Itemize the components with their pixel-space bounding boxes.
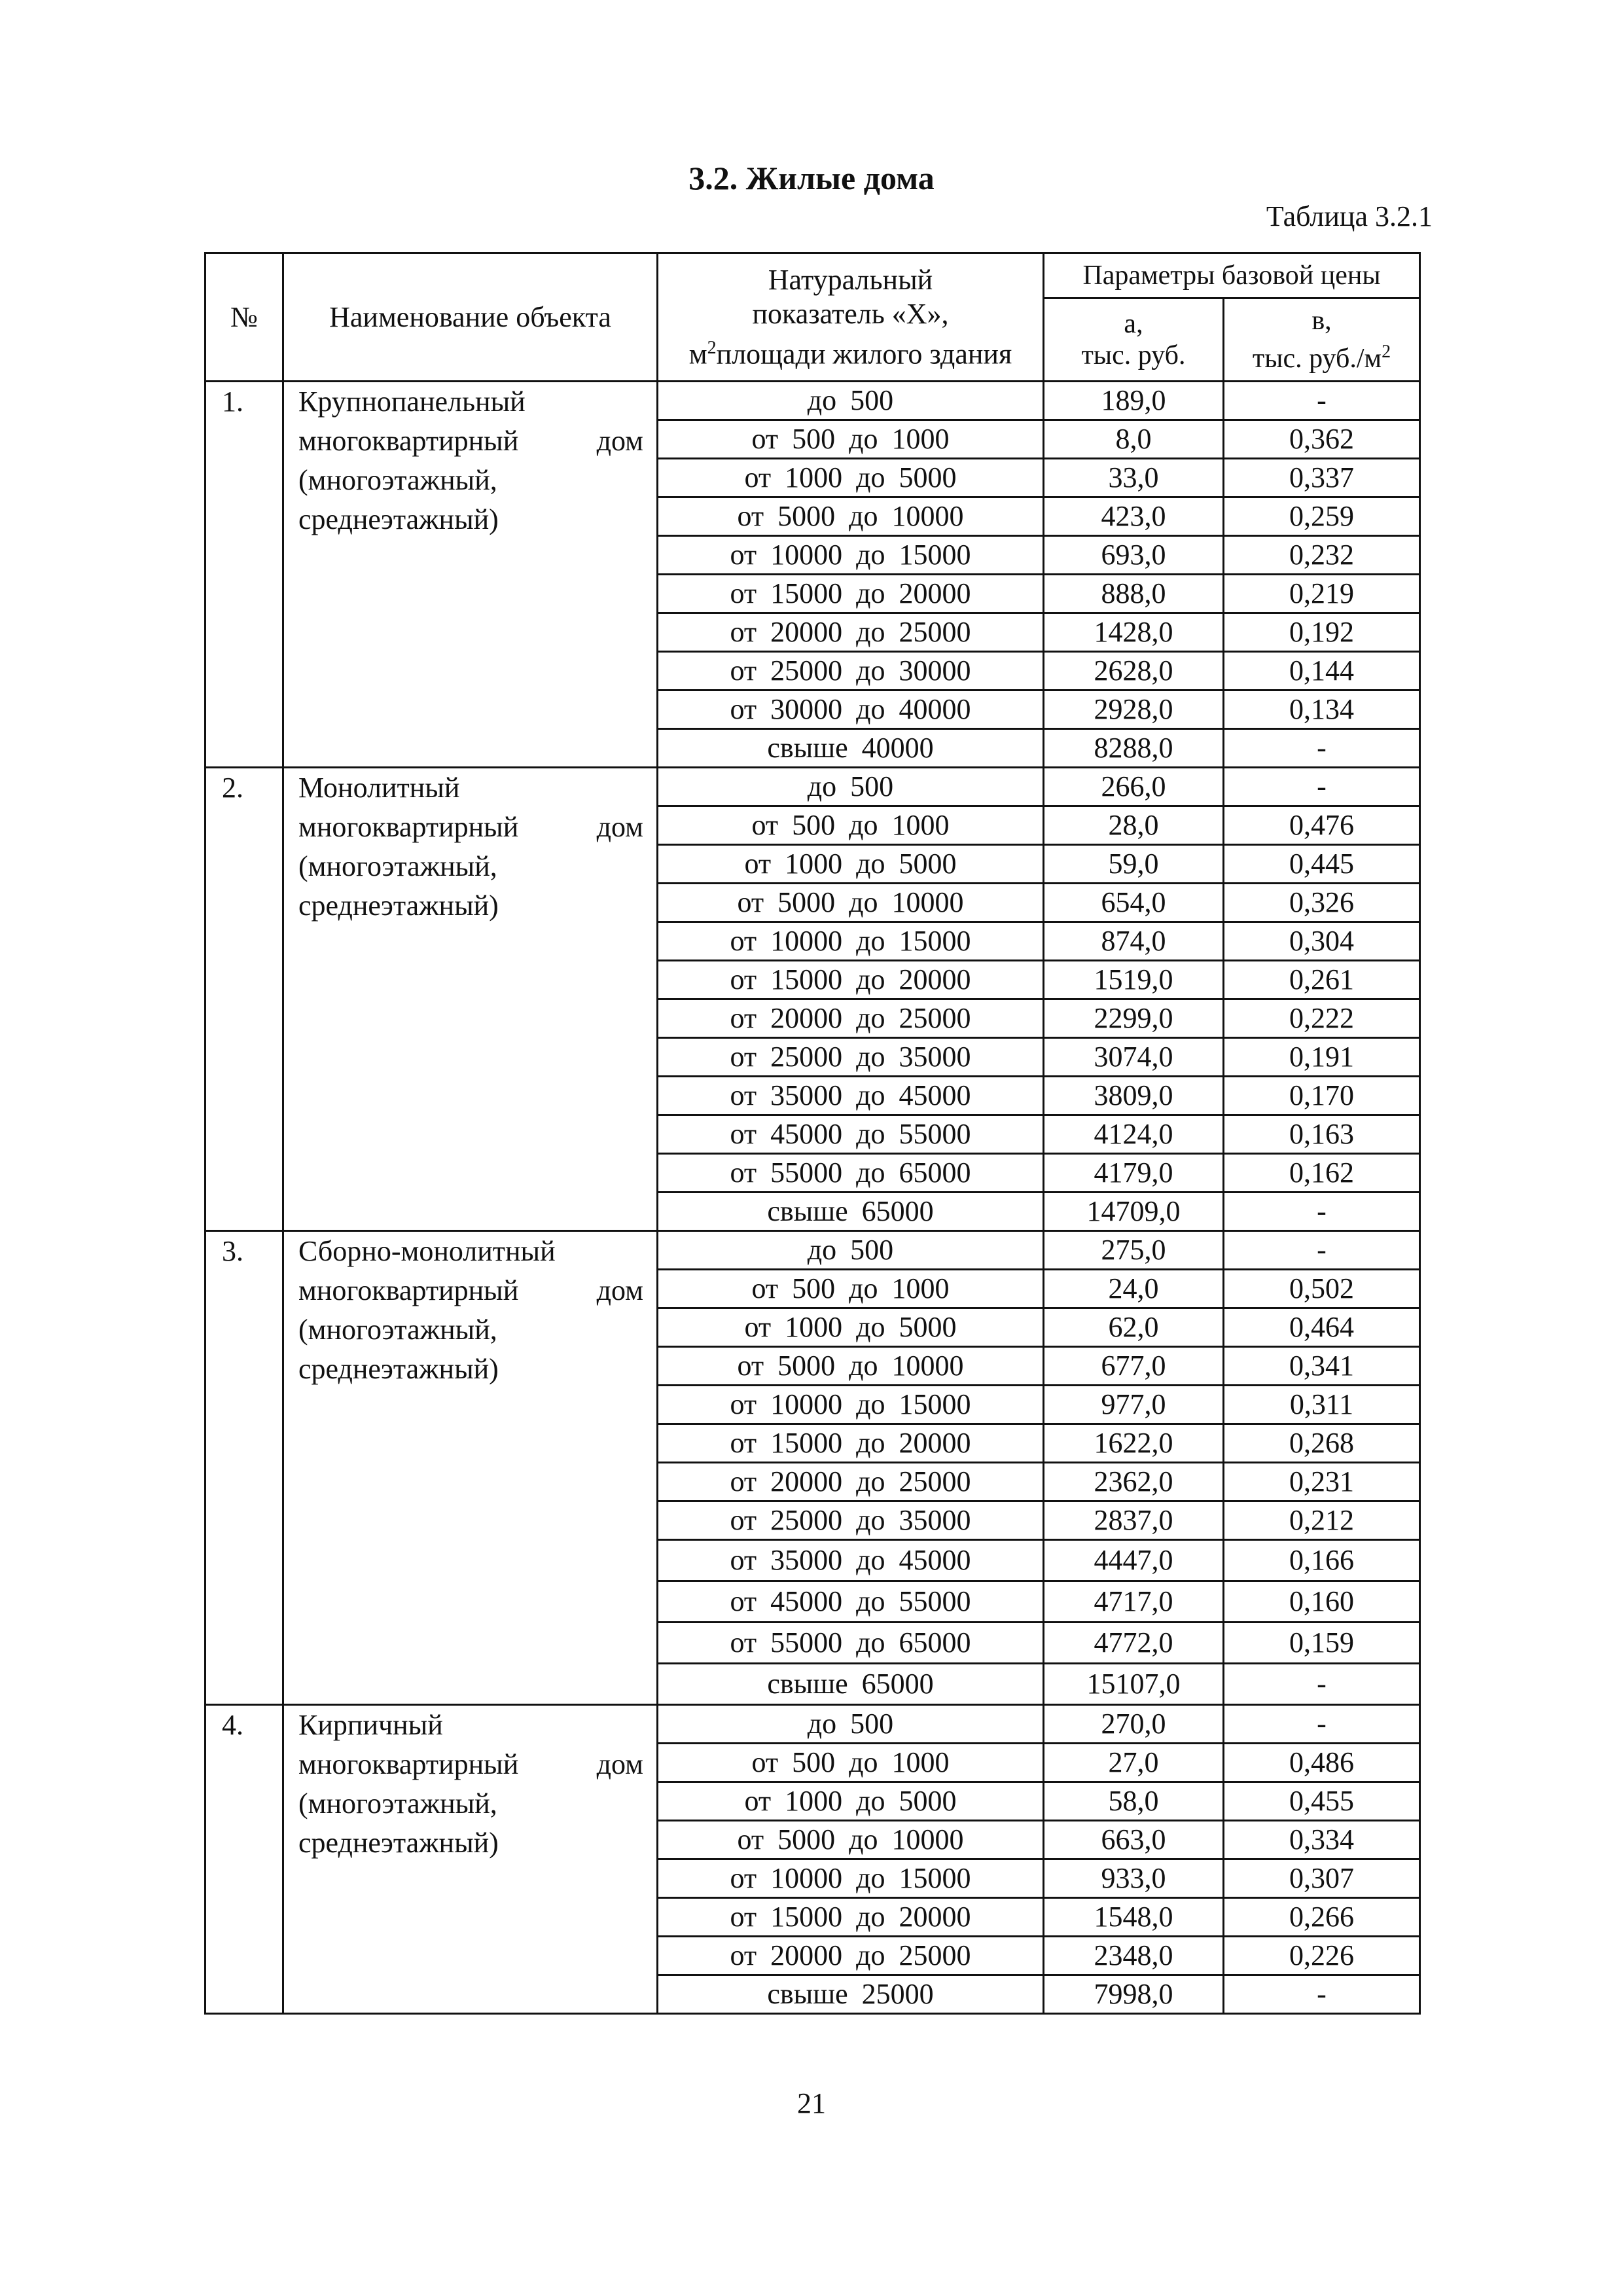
param-a-cell: 663,0	[1044, 1821, 1224, 1859]
param-b-cell: 0,219	[1224, 575, 1420, 613]
param-b-cell: 0,261	[1224, 961, 1420, 999]
param-b-cell: 0,212	[1224, 1501, 1420, 1540]
param-b-cell: 0,192	[1224, 613, 1420, 652]
group-name: Сборно-монолитный многоквартирный дом (многоэтажный, среднеэтажный)	[283, 1231, 658, 1705]
param-a-cell: 4772,0	[1044, 1623, 1224, 1664]
param-a-cell: 4124,0	[1044, 1115, 1224, 1154]
param-a-cell: 933,0	[1044, 1859, 1224, 1898]
param-b-cell: -	[1224, 1975, 1420, 2014]
param-a-cell: 8288,0	[1044, 729, 1224, 768]
header-a	[1044, 298, 1224, 382]
param-a-cell: 693,0	[1044, 536, 1224, 575]
range-cell: от 1000 до 5000	[658, 845, 1044, 884]
table-header	[205, 253, 1420, 382]
param-a-cell: 4179,0	[1044, 1154, 1224, 1193]
param-b-cell: -	[1224, 1193, 1420, 1231]
param-b-cell: 0,311	[1224, 1386, 1420, 1424]
param-a-cell: 2628,0	[1044, 652, 1224, 691]
param-a-cell: 59,0	[1044, 845, 1224, 884]
param-a-cell: 2348,0	[1044, 1937, 1224, 1975]
range-cell: от 15000 до 20000	[658, 575, 1044, 613]
header-a-line2: тыс. руб.	[1081, 340, 1186, 370]
param-b-cell: -	[1224, 382, 1420, 420]
param-a-cell: 27,0	[1044, 1744, 1224, 1782]
param-a-cell: 3809,0	[1044, 1077, 1224, 1115]
param-b-cell: -	[1224, 1705, 1420, 1744]
range-cell: до 500	[658, 1231, 1044, 1270]
page-number: 21	[797, 2087, 826, 2119]
param-a-cell: 28,0	[1044, 806, 1224, 845]
header-row-1	[205, 253, 1420, 298]
group-name: Монолитный многоквартирный дом (многоэтажный, среднеэтажный)	[283, 768, 658, 1231]
param-a-cell: 14709,0	[1044, 1193, 1224, 1231]
range-cell: от 45000 до 55000	[658, 1581, 1044, 1623]
param-b-cell: 0,307	[1224, 1859, 1420, 1898]
param-a-cell: 888,0	[1044, 575, 1224, 613]
range-cell: свыше 65000	[658, 1193, 1044, 1231]
param-b-cell: 0,162	[1224, 1154, 1420, 1193]
param-b-cell: 0,476	[1224, 806, 1420, 845]
param-a-cell: 24,0	[1044, 1270, 1224, 1308]
param-a-cell: 58,0	[1044, 1782, 1224, 1821]
group-number: 4.	[205, 1705, 283, 2014]
param-b-cell: 0,486	[1224, 1744, 1420, 1782]
range-cell: до 500	[658, 382, 1044, 420]
range-cell: от 25000 до 35000	[658, 1038, 1044, 1077]
range-cell: свыше 65000	[658, 1664, 1044, 1705]
header-b	[1224, 298, 1420, 382]
range-cell: от 5000 до 10000	[658, 497, 1044, 536]
group-name: Кирпичный многоквартирный дом (многоэтажный, среднеэтажный)	[283, 1705, 658, 2014]
param-a-cell: 2362,0	[1044, 1463, 1224, 1501]
header-indicator-line2: показатель «Х»,	[752, 297, 949, 330]
range-cell: от 5000 до 10000	[658, 884, 1044, 922]
page-title: 3.2. Жилые дома	[688, 160, 935, 196]
group-number: 2.	[205, 768, 283, 1231]
param-b-cell: -	[1224, 1231, 1420, 1270]
param-b-cell: 0,226	[1224, 1937, 1420, 1975]
range-cell: от 1000 до 5000	[658, 1782, 1044, 1821]
param-b-cell: 0,304	[1224, 922, 1420, 961]
range-cell: от 500 до 1000	[658, 806, 1044, 845]
param-a-cell: 423,0	[1044, 497, 1224, 536]
group-number: 3.	[205, 1231, 283, 1705]
header-params: Параметры базовой цены	[1044, 253, 1420, 298]
param-b-cell: 0,259	[1224, 497, 1420, 536]
range-cell: от 15000 до 20000	[658, 1898, 1044, 1937]
header-num: №	[205, 253, 283, 382]
range-cell: от 500 до 1000	[658, 420, 1044, 459]
header-indicator-unit-sup: 2	[707, 337, 717, 358]
param-a-cell: 15107,0	[1044, 1664, 1224, 1705]
param-b-cell: 0,464	[1224, 1308, 1420, 1347]
param-a-cell: 4717,0	[1044, 1581, 1224, 1623]
param-a-cell: 977,0	[1044, 1386, 1224, 1424]
range-cell: от 5000 до 10000	[658, 1821, 1044, 1859]
param-a-cell: 1519,0	[1044, 961, 1224, 999]
param-b-cell: 0,326	[1224, 884, 1420, 922]
param-b-cell: -	[1224, 768, 1420, 806]
param-a-cell: 3074,0	[1044, 1038, 1224, 1077]
range-cell: от 35000 до 45000	[658, 1540, 1044, 1581]
param-b-cell: 0,337	[1224, 459, 1420, 497]
range-cell: от 25000 до 35000	[658, 1501, 1044, 1540]
range-cell: от 55000 до 65000	[658, 1154, 1044, 1193]
param-a-cell: 33,0	[1044, 459, 1224, 497]
table-label: Таблица 3.2.1	[1266, 200, 1433, 232]
param-b-cell: 0,502	[1224, 1270, 1420, 1308]
table-row	[205, 382, 1420, 420]
param-b-cell: 0,144	[1224, 652, 1420, 691]
range-cell: свыше 40000	[658, 729, 1044, 768]
range-cell: от 35000 до 45000	[658, 1077, 1044, 1115]
param-b-cell: 0,170	[1224, 1077, 1420, 1115]
param-b-cell: 0,455	[1224, 1782, 1420, 1821]
group-number: 1.	[205, 382, 283, 768]
param-a-cell: 4447,0	[1044, 1540, 1224, 1581]
range-cell: от 20000 до 25000	[658, 613, 1044, 652]
param-a-cell: 270,0	[1044, 1705, 1224, 1744]
range-cell: от 5000 до 10000	[658, 1347, 1044, 1386]
header-b-line2-prefix: тыс. руб./м	[1252, 344, 1382, 374]
param-b-cell: 0,362	[1224, 420, 1420, 459]
param-a-cell: 677,0	[1044, 1347, 1224, 1386]
param-b-cell: 0,222	[1224, 999, 1420, 1038]
param-a-cell: 654,0	[1044, 884, 1224, 922]
table-body	[205, 382, 1420, 2014]
header-b-line1: в,	[1311, 306, 1332, 336]
param-b-cell: 0,341	[1224, 1347, 1420, 1386]
param-b-cell: 0,334	[1224, 1821, 1420, 1859]
param-a-cell: 2299,0	[1044, 999, 1224, 1038]
range-cell: от 20000 до 25000	[658, 999, 1044, 1038]
header-b-line2-sup: 2	[1382, 342, 1391, 362]
range-cell: от 500 до 1000	[658, 1744, 1044, 1782]
group-name: Крупнопанельный многоквартирный дом (многоэтажный, среднеэтажный)	[283, 382, 658, 768]
header-indicator-unit-prefix: м	[688, 338, 707, 370]
header-indicator-unit-rest: площади жилого здания	[716, 338, 1012, 370]
table-row	[205, 768, 1420, 806]
param-a-cell: 1622,0	[1044, 1424, 1224, 1463]
table-row	[205, 1231, 1420, 1270]
range-cell: до 500	[658, 768, 1044, 806]
param-a-cell: 2928,0	[1044, 691, 1224, 729]
param-a-cell: 189,0	[1044, 382, 1224, 420]
param-b-cell: 0,231	[1224, 1463, 1420, 1501]
param-b-cell: 0,163	[1224, 1115, 1420, 1154]
range-cell: от 1000 до 5000	[658, 459, 1044, 497]
param-a-cell: 275,0	[1044, 1231, 1224, 1270]
header-indicator-line1: Натуральный	[768, 263, 933, 296]
param-b-cell: -	[1224, 729, 1420, 768]
range-cell: от 20000 до 25000	[658, 1937, 1044, 1975]
param-b-cell: 0,160	[1224, 1581, 1420, 1623]
range-cell: до 500	[658, 1705, 1044, 1744]
header-indicator	[658, 253, 1044, 382]
range-cell: от 10000 до 15000	[658, 1859, 1044, 1898]
header-name: Наименование объекта	[283, 253, 658, 382]
param-b-cell: 0,268	[1224, 1424, 1420, 1463]
param-a-cell: 2837,0	[1044, 1501, 1224, 1540]
range-cell: от 30000 до 40000	[658, 691, 1044, 729]
range-cell: от 15000 до 20000	[658, 1424, 1044, 1463]
range-cell: от 500 до 1000	[658, 1270, 1044, 1308]
param-b-cell: 0,266	[1224, 1898, 1420, 1937]
range-cell: от 1000 до 5000	[658, 1308, 1044, 1347]
range-cell: от 45000 до 55000	[658, 1115, 1044, 1154]
header-a-line1: а,	[1124, 309, 1143, 339]
param-b-cell: 0,134	[1224, 691, 1420, 729]
param-a-cell: 62,0	[1044, 1308, 1224, 1347]
price-table	[204, 252, 1421, 2015]
range-cell: от 10000 до 15000	[658, 1386, 1044, 1424]
param-b-cell: 0,166	[1224, 1540, 1420, 1581]
range-cell: от 25000 до 30000	[658, 652, 1044, 691]
param-b-cell: 0,445	[1224, 845, 1420, 884]
param-b-cell: 0,232	[1224, 536, 1420, 575]
param-a-cell: 874,0	[1044, 922, 1224, 961]
range-cell: свыше 25000	[658, 1975, 1044, 2014]
range-cell: от 10000 до 15000	[658, 536, 1044, 575]
table-row	[205, 1705, 1420, 1744]
param-a-cell: 1548,0	[1044, 1898, 1224, 1937]
range-cell: от 10000 до 15000	[658, 922, 1044, 961]
param-a-cell: 1428,0	[1044, 613, 1224, 652]
param-b-cell: 0,159	[1224, 1623, 1420, 1664]
param-a-cell: 7998,0	[1044, 1975, 1224, 2014]
range-cell: от 55000 до 65000	[658, 1623, 1044, 1664]
param-a-cell: 266,0	[1044, 768, 1224, 806]
range-cell: от 20000 до 25000	[658, 1463, 1044, 1501]
param-a-cell: 8,0	[1044, 420, 1224, 459]
range-cell: от 15000 до 20000	[658, 961, 1044, 999]
param-b-cell: -	[1224, 1664, 1420, 1705]
param-b-cell: 0,191	[1224, 1038, 1420, 1077]
